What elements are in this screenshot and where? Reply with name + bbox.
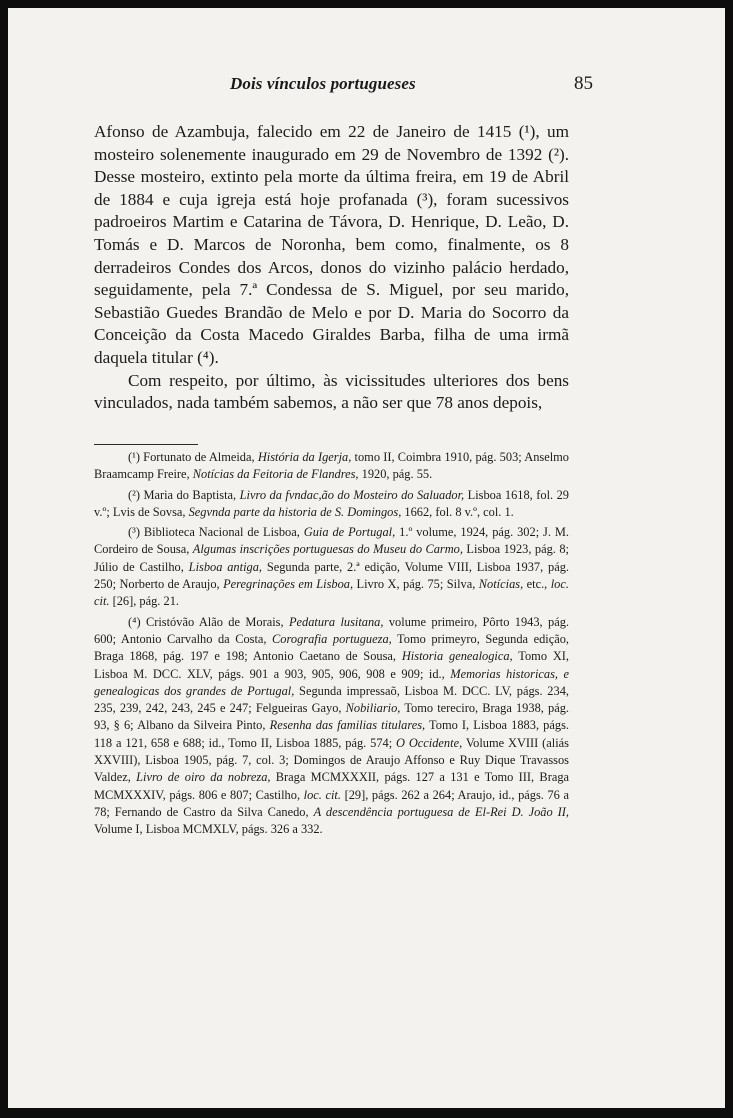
footnote-text: Tomo tereciro, Braga 1938, pág. 93, § 6; Albano da Silveira Pinto, [94,701,569,733]
footnote-title: Notícias da Feitoria de Flandres, [192,467,359,482]
footnote-title: Resenha das familias titulares, [269,718,426,733]
footnote-title: Livro da fvndac,ão do Mosteiro do Saluador, [239,487,465,502]
footnote-text: Tomo XI, Lisboa M. DCC. XLV, págs. 901 a 903, 905, 906, 908 e 909; id., [94,649,570,681]
footnote-title: Lisboa antiga, [188,559,263,574]
footnote-text: 1920, pág. 55. [358,467,433,482]
footnote-text: Volume I, Lisboa MCMXLV, págs. 326 a 332. [94,822,323,837]
body-paragraph: Com respeito, por último, às vicissitudes ulteriores dos bens vinculados, nada também sabemos, a não ser que 78 anos depois, [94,370,569,413]
footnote-text: etc., [523,577,551,592]
page-header [8,74,725,98]
footnote-text: [26], pág. 21. [109,594,179,609]
footnote-title: Livro de oiro da nobreza, [136,770,271,785]
footnote-3 [94,524,569,610]
footnote-text: volume primeiro, Pôrto 1943, pág. 600; Antonio Carvalho da Costa, [94,614,570,646]
footnote-text: Volume XVIII (aliás XXVIII), Lisboa 1905, pág. 7, col. 3; Domingos de Araujo Affonso e Ruy Dique Travassos Valdez, [94,735,569,785]
footnote-text: Maria do Baptista, [139,487,240,502]
footnote-text: Cristóvão Alão de Morais, [140,614,289,629]
footnote-title: História da Igerja, [257,450,352,464]
footnote-title: loc. cit. [303,787,341,802]
footnote-text: Segunda impressaõ, Lisboa M. DCC. LV, págs. 234, 235, 239, 242, 243, 245 e 247; Felgueiras Gayo, [94,683,569,716]
footnote-title: Segvnda parte da historia de S. Domingos, [188,504,402,519]
footnote-4 [94,614,569,839]
footnote-title: Nobiliario, [345,701,401,716]
footnote-title: Pedatura lusitana, [288,614,384,629]
footnote-mark: (³) [128,525,140,540]
body-paragraph: Afonso de Azambuja, falecido em 22 de Janeiro de 1415 (¹), um mosteiro solenemente inaugurado em 29 de Novembro de 1392 (²). Desse mosteiro, extinto pela morte da última freira, em 19 de Abril de 1884 e cuja igreja está hoje profanada (³), foram sucessivos padroeiros Martim e Catarina de Távora, D. Henrique, D. Leão, D. Tomás e D. Marcos de Noronha, bem como, finalmente, os 8 derradeiros Condes dos Arcos, donos do vizinho palácio herdado, seguidamente, pela 7.ª Condessa de S. Miguel, por seu marido, Sebastião Guedes Brandão de Melo e por D. Maria do Socorro da Conceição da Costa Macedo Giraldes Barba, filha de uma irmã daquela titular (⁴). [94,122,569,367]
footnote-title: Corografia portugueza, [272,631,392,646]
page-number: 85 [574,73,593,94]
footnote-1 [94,449,569,484]
book-page [8,8,725,1108]
running-title: Dois vínculos portugueses [230,74,416,93]
main-text [94,121,569,415]
footnotes [94,449,569,842]
footnote-title: Peregrinações em Lisboa, [223,577,354,592]
footnote-title: Memorias historicas, e genealogicas dos grandes de Portugal, [94,666,570,698]
footnote-text: 1662, fol. 8 v.º, col. 1. [401,504,514,519]
footnote-text: Lisboa 1923, pág. 8; Júlio de Castilho, [94,542,569,574]
footnote-title: O Occidente, [396,735,463,750]
footnote-2 [94,487,569,522]
footnote-text: Segunda parte, 2.ª edição, Volume VIII, Lisboa 1937, pág. 250; Norberto de Araujo, [94,559,569,592]
footnote-mark: (²) [128,487,140,502]
footnote-title: Guia de Portugal, [303,525,396,540]
footnote-text: [29], págs. 262 a 264; Araujo, id., págs. 76 a 78; Fernando de Castro da Silva Canedo, [94,787,569,819]
footnote-title: Historia genealogica, [401,649,513,664]
footnote-text: Biblioteca Nacional de Lisboa, [139,525,304,540]
footnote-separator [94,444,198,445]
footnote-mark: (¹) [128,450,140,464]
footnote-text: Tomo I, Lisboa 1883, págs. 118 a 121, 658 e 688; id., Tomo II, Lisboa 1885, pág. 574; [94,718,569,750]
footnote-text: 1.º volume, 1924, pág. 302; J. M. Cordeiro de Sousa, [94,525,570,557]
footnote-text: tomo II, Coimbra 1910, pág. 503; Anselmo Braamcamp Freire, [94,450,569,482]
footnote-text: Braga MCMXXXII, págs. 127 a 131 e Tomo III, Braga MCMXXXIV, págs. 806 e 807; Castilho, [94,770,570,802]
footnote-title: A descendência portuguesa de El-Rei D. João II, [313,804,569,819]
footnote-title: Algumas inscrições portuguesas do Museu do Carmo, [192,542,463,557]
footnote-text: Livro X, pág. 75; Silva, [353,577,479,592]
footnote-text: Tomo primeyro, Segunda edição, Braga 1868, pág. 197 e 198; Antonio Caetano de Sousa, [94,631,569,664]
footnote-text: Lisboa 1618, fol. 29 v.º; Lvis de Sovsa, [94,487,569,519]
footnote-mark: (⁴) [128,614,141,629]
footnote-text: Fortunato de Almeida, [139,450,258,464]
footnote-title: Notícias, [478,577,524,592]
footnote-title: loc. cit. [94,577,569,609]
